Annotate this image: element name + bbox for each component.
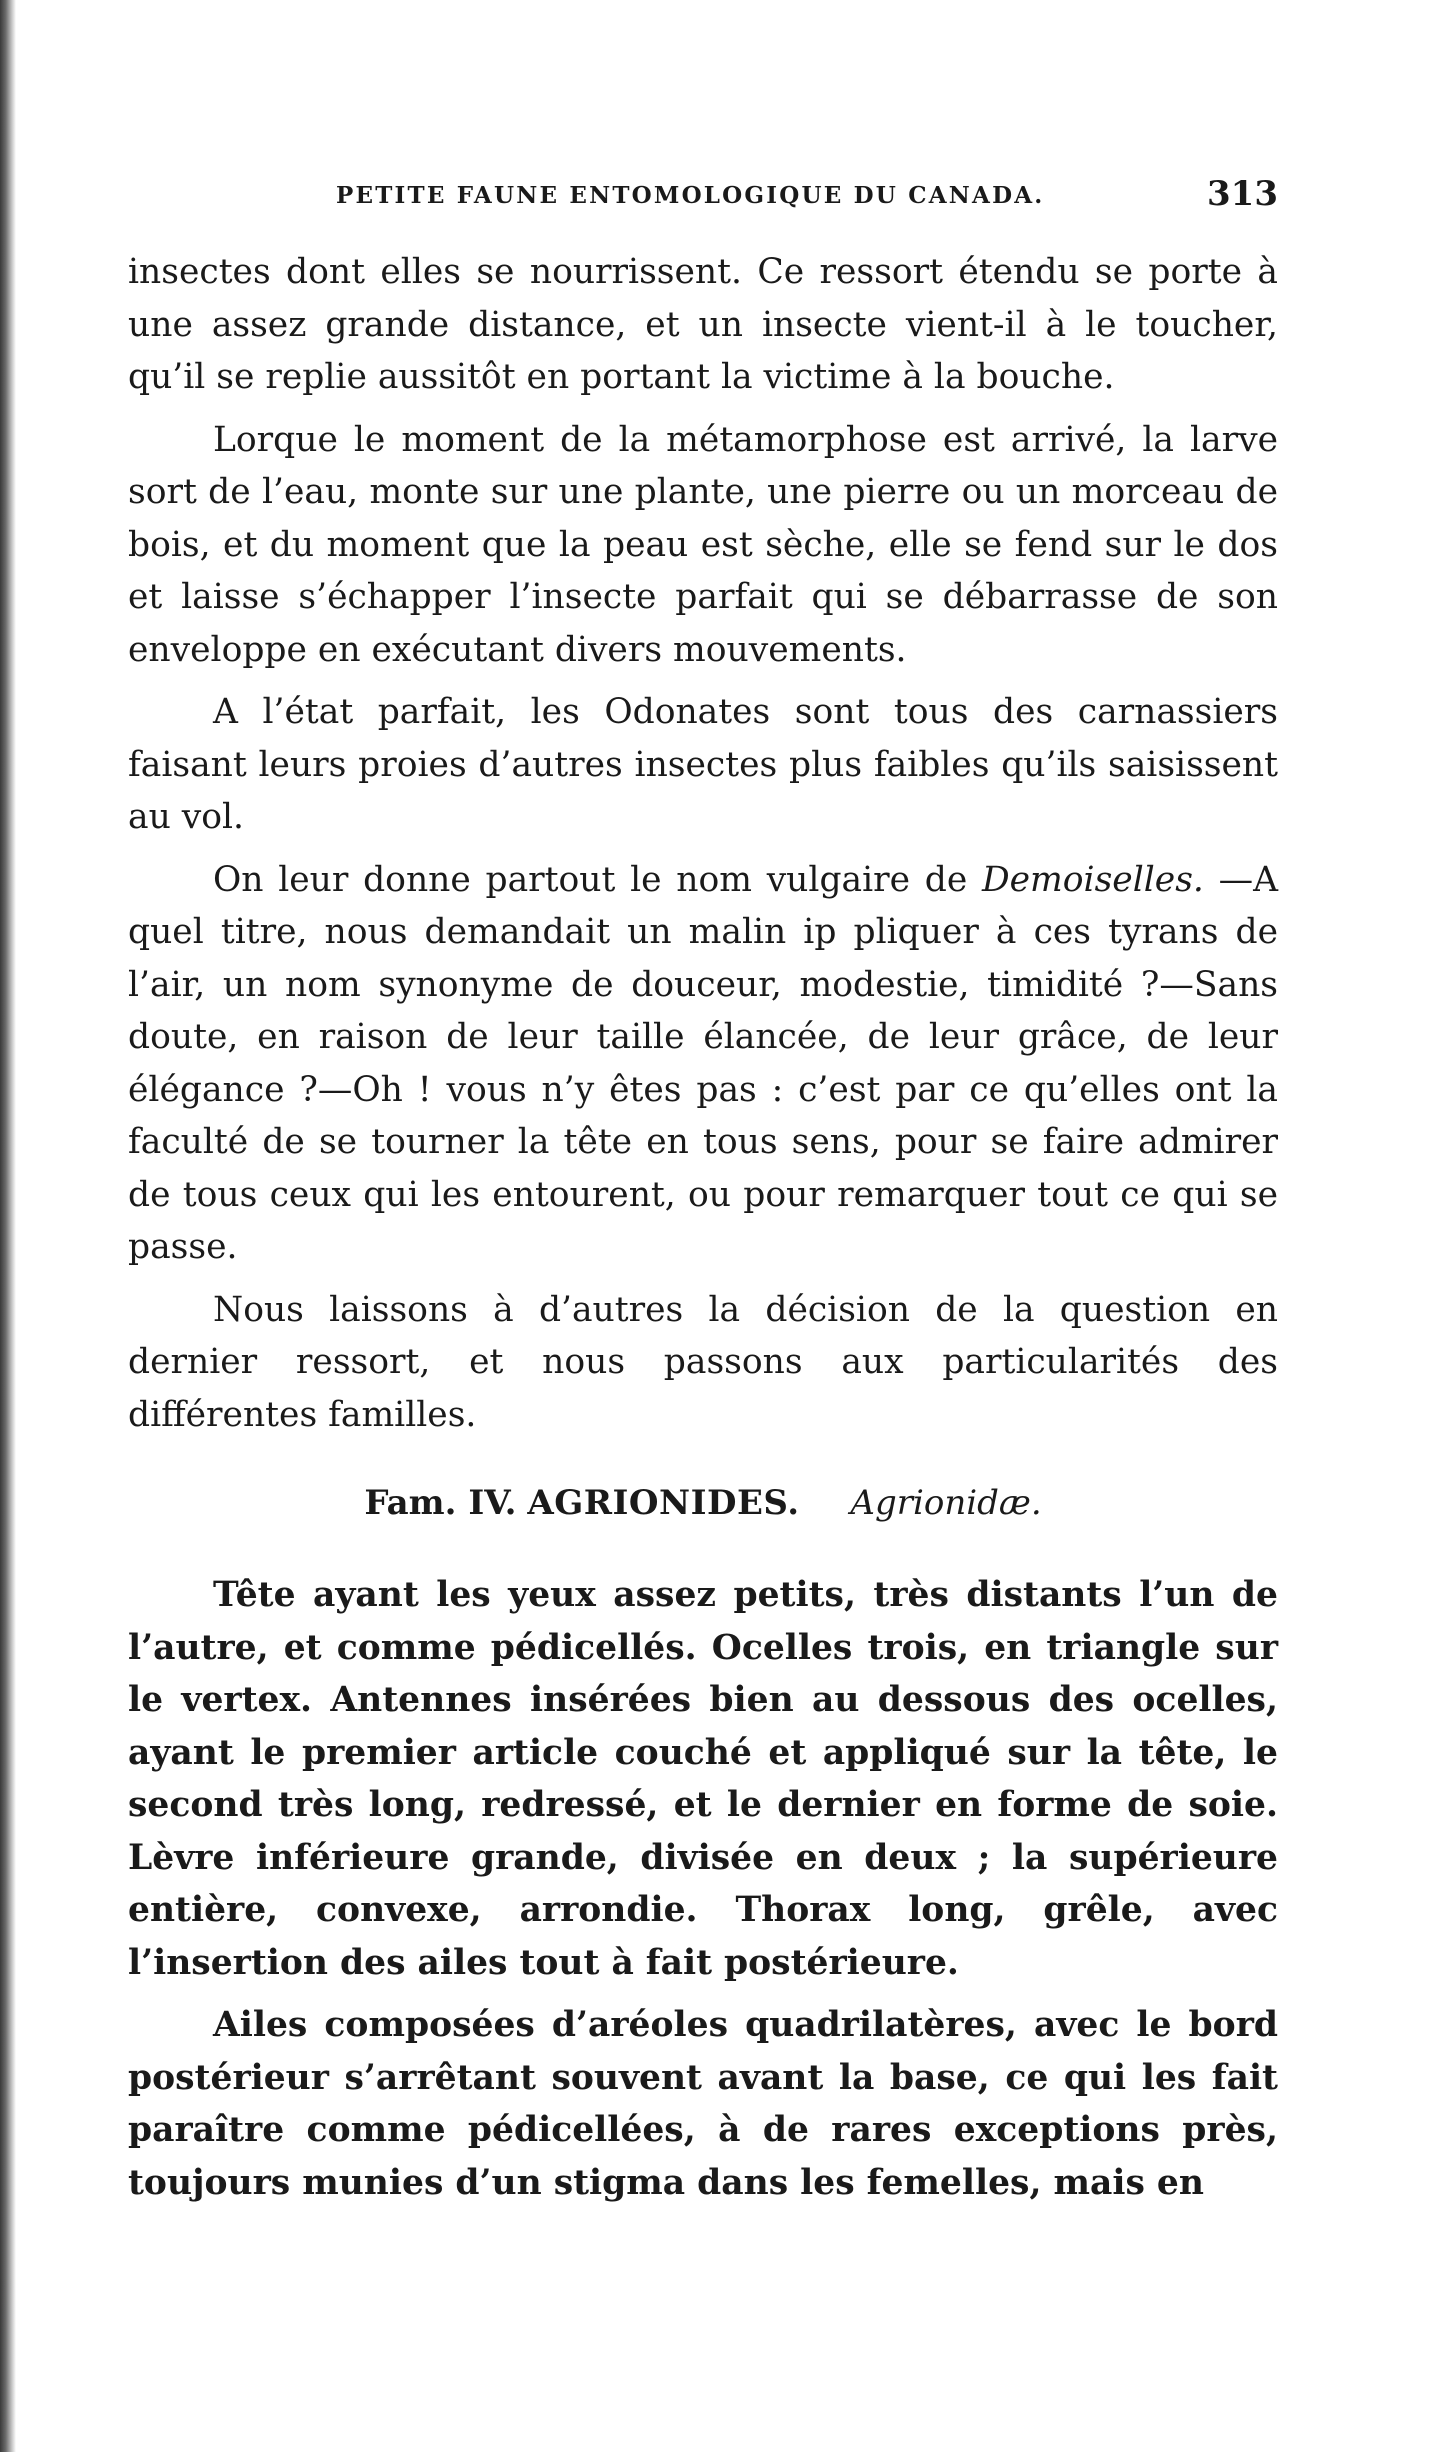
paragraph-families-intro: Nous laissons à d’autres la décision de la question en dernier ressort, et nous passons aux particularités des différentes familles. [128,1289,1278,1435]
book-spine-shadow [0,0,16,2452]
paragraph-demoiselles-rest: —A quel titre, nous demandait un malin ip pliquer à ces tyrans de l’air, un nom synonyme de douceur, modestie, timidité ?—Sans doute, en raison de leur taille élancée, de leur grâce, de leur élégance ?—Oh ! vous n’y êtes pas : c’est par ce qu’elles ont la faculté de se tourner la tête en tous sens, pour se faire admirer de tous ceux qui les entourent, ou pour remarquer tout ce qui se passe. [128,859,1278,1267]
family-name: AGRIONIDES. [527,1483,800,1523]
family-number: Fam. IV. [364,1483,517,1523]
page-number: 313 [1207,174,1278,214]
paragraph-adult-state: A l’état parfait, les Odonates sont tous des carnassiers faisant leurs proies d’autres insectes plus faibles qu’ils saisissent au vol. [128,692,1278,837]
family-heading [128,1477,1278,1529]
paragraph-demoiselles [128,854,1278,1274]
running-title: PETITE FAUNE ENTOMOLOGIQUE DU CANADA. [336,182,1045,209]
running-head [128,172,1278,222]
paragraph-metamorphosis: Lorque le moment de la métamorphose est arrivé, la larve sort de l’eau, monte sur une plante, une pierre ou un morceau de bois, et du moment que la peau est sèche, elle se fend sur le dos et laisse s’échapper l’insecte parfait qui se débarrasse de son enveloppe en exécutant divers mouvements. [128,419,1278,670]
family-latin-name: Agrionidæ. [850,1483,1042,1523]
body-text [128,246,1278,2209]
demoiselles-italic: Demoiselles. [981,859,1204,900]
paragraph-continuation: insectes dont elles se nourrissent. Ce ressort étendu se porte à une assez grande distance, et un insecte vient-il à le toucher, qu’il se replie aussitôt en portant la victime à la bouche. [128,252,1278,397]
paragraph-wings-description: Ailes composées d’aréoles quadrilatères, avec le bord postérieur s’arrêtant souvent avant la base, ce qui les fait paraître comme pédicellées, à de rares exceptions près, toujours munies d’un stigma dans les femelles, mais en [128,2005,1278,2203]
paragraph-demoiselles-start: On leur donne partout le nom vulgaire de [213,859,982,900]
paragraph-head-description: Tête ayant les yeux assez petits, très distants l’un de l’autre, et comme pédicellés. Ocelles trois, en triangle sur le vertex. Antennes insérées bien au dessous des ocelles, ayant le premier article couché et appliqué sur la tête, le second très long, redressé, et le dernier en forme de soie. Lèvre inférieure grande, divisée en deux ; la supérieure entière, convexe, arrondie. Thorax long, grêle, avec l’insertion des ailes tout à fait postérieure. [128,1575,1278,1983]
